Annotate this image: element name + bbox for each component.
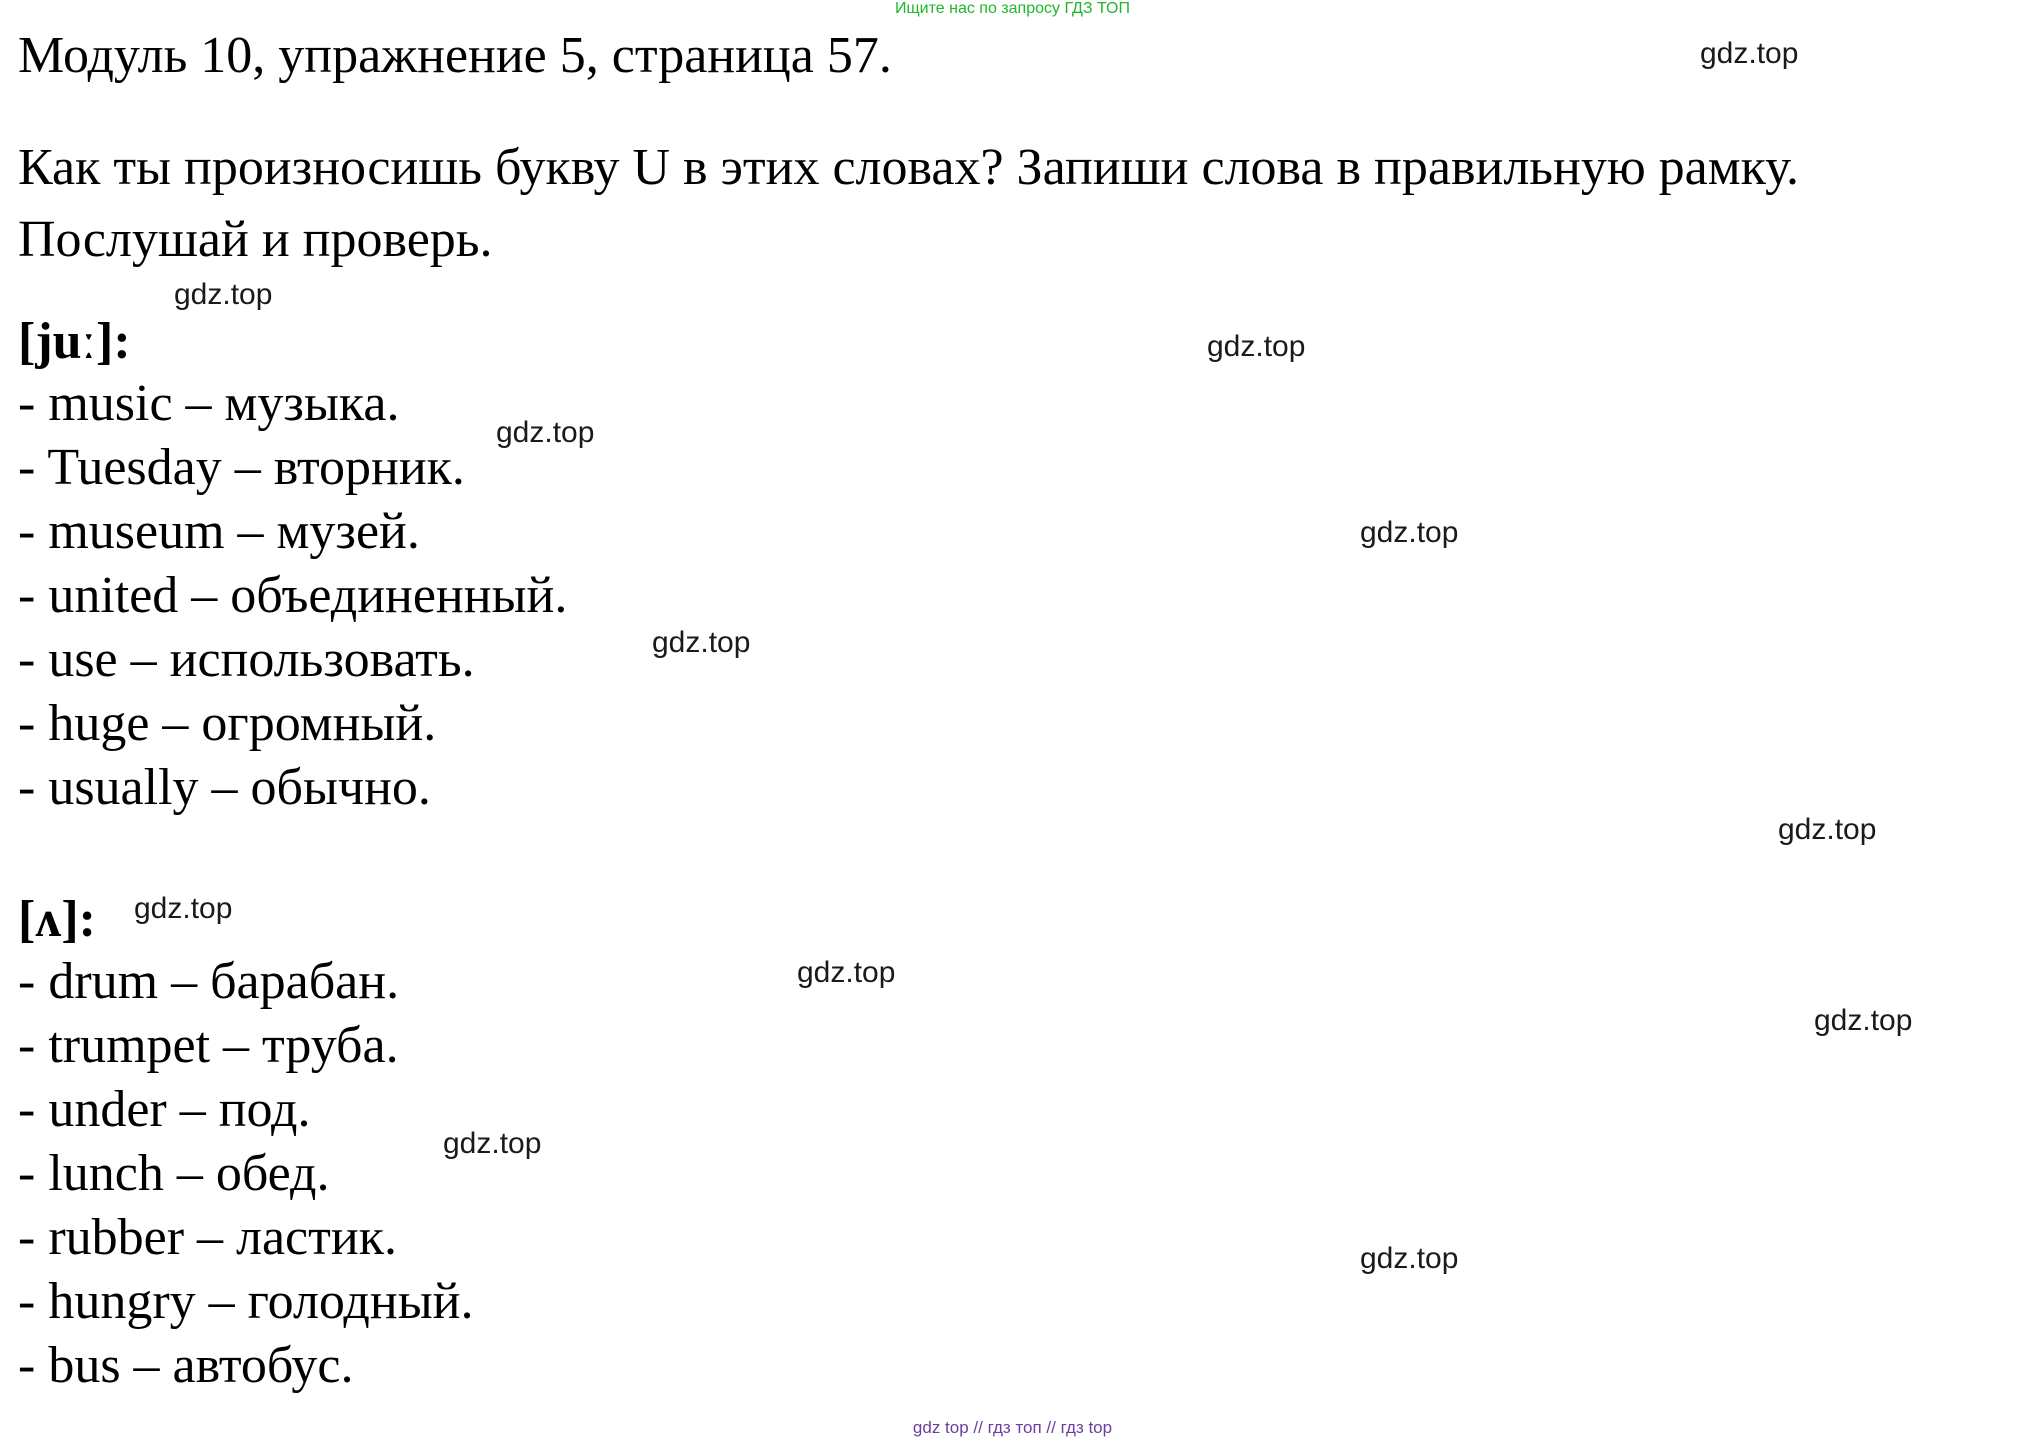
watermark: gdz.top — [797, 956, 896, 989]
watermark: gdz.top — [652, 626, 751, 659]
top-banner: Ищите нас по запросу ГДЗ ТОП — [895, 0, 1130, 17]
list-item: - use – использовать. — [18, 631, 475, 688]
watermark: gdz.top — [1360, 516, 1459, 549]
instruction-line-2: Послушай и проверь. — [18, 211, 493, 268]
list-item: - lunch – обед. — [18, 1145, 330, 1202]
watermark: gdz.top — [174, 278, 273, 311]
list-item: - usually – обычно. — [18, 759, 431, 816]
list-item: - music – музыка. — [18, 375, 400, 432]
page-title: Модуль 10, упражнение 5, страница 57. — [18, 27, 892, 84]
watermark: gdz.top — [1360, 1242, 1459, 1275]
list-item: - Tuesday – вторник. — [18, 439, 465, 496]
exercise-instruction — [18, 132, 1799, 276]
watermark: gdz.top — [1207, 330, 1306, 363]
section-heading-a: [ʌ]: — [18, 891, 96, 948]
list-item: - museum – музей. — [18, 503, 420, 560]
instruction-line-1: Как ты произносишь букву U в этих словах? Запиши слова в правильную рамку. — [18, 139, 1799, 196]
list-item: - trumpet – труба. — [18, 1017, 399, 1074]
list-item: - bus – автобус. — [18, 1337, 354, 1394]
watermark: gdz.top — [496, 416, 595, 449]
word-list-a — [18, 950, 473, 1398]
list-item: - huge – огромный. — [18, 695, 437, 752]
watermark: gdz.top — [443, 1127, 542, 1160]
watermark: gdz.top — [1700, 37, 1799, 70]
watermark: gdz.top — [1778, 813, 1877, 846]
word-list-ju — [18, 372, 567, 820]
watermark: gdz.top — [1814, 1004, 1913, 1037]
list-item: - united – объединенный. — [18, 567, 568, 624]
bottom-banner: gdz top // гдз топ // гдз top — [912, 1418, 1113, 1437]
list-item: - drum – барабан. — [18, 953, 400, 1010]
list-item: - under – под. — [18, 1081, 311, 1138]
list-item: - rubber – ластик. — [18, 1209, 397, 1266]
watermark: gdz.top — [134, 892, 233, 925]
list-item: - hungry – голодный. — [18, 1273, 474, 1330]
section-heading-ju: [juː]: — [18, 313, 131, 370]
